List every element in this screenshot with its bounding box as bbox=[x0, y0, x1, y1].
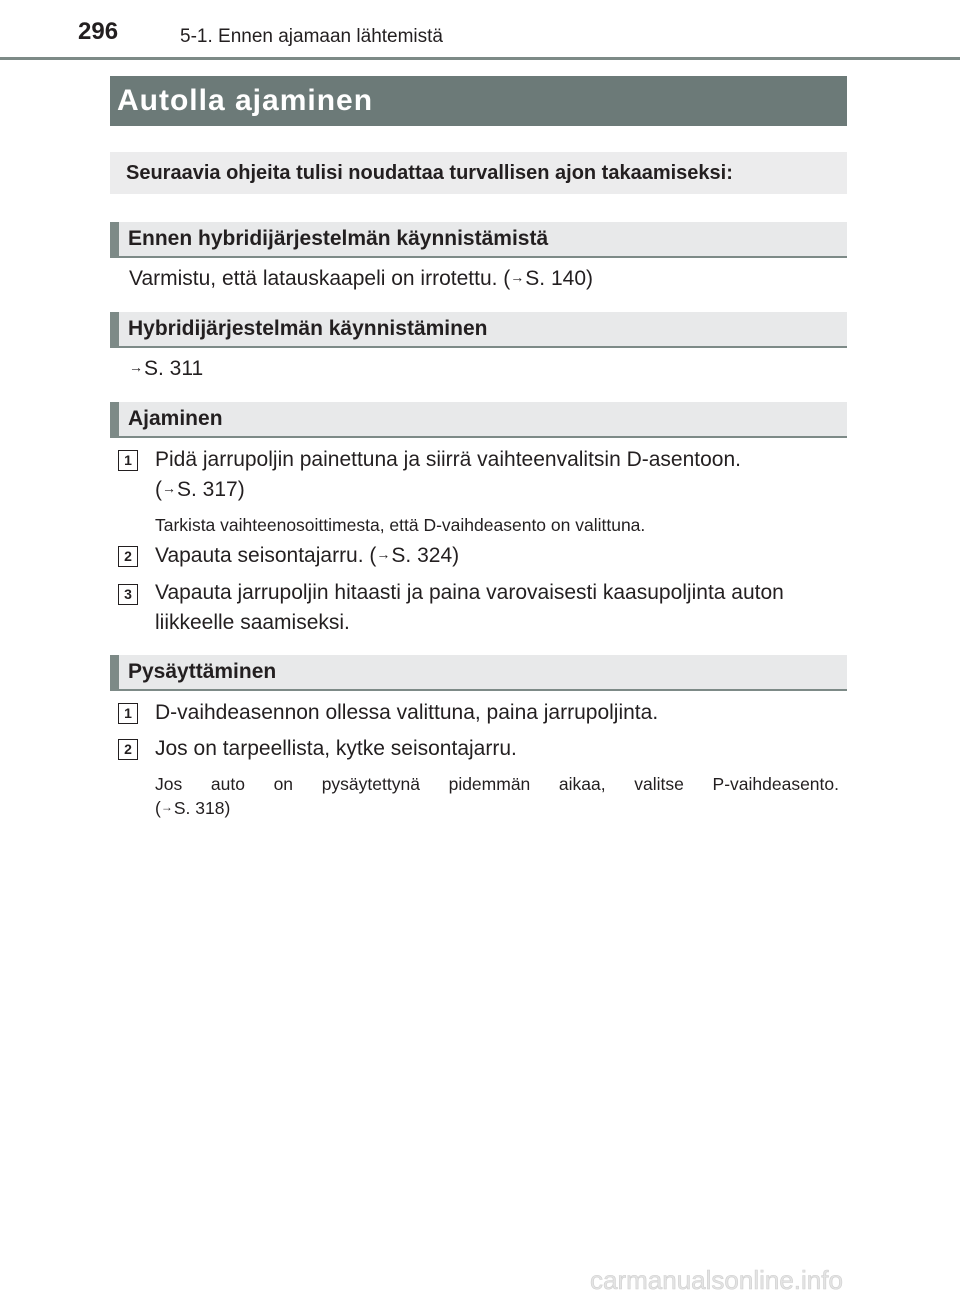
section-heading-before-start bbox=[110, 222, 847, 258]
step-text: Pidä jarrupoljin painettuna ja siirrä vaihteenvalitsin D-asentoon. (→S. 317) bbox=[155, 448, 742, 501]
page-title: Autolla ajaminen bbox=[117, 84, 374, 117]
step-note-reference: (→S. 318) bbox=[155, 796, 230, 822]
section-heading-label: Ennen hybridijärjestelmän käynnistämistä bbox=[128, 227, 549, 250]
step-number-badge: 2 bbox=[118, 546, 138, 567]
starting-reference bbox=[129, 354, 203, 385]
step-number-badge: 3 bbox=[118, 584, 138, 605]
section-heading-label: Hybridijärjestelmän käynnistäminen bbox=[128, 317, 488, 340]
page-reference-link[interactable]: S. 140 bbox=[525, 267, 587, 290]
arrow-right-icon: → bbox=[162, 480, 176, 496]
intro-text: Seuraavia ohjeita tulisi noudattaa turvallisen ajon takaamiseksi: bbox=[126, 161, 733, 184]
page-number: 296 bbox=[78, 18, 119, 45]
arrow-right-icon: → bbox=[376, 546, 391, 562]
page-reference-link[interactable]: S. 311 bbox=[144, 357, 204, 380]
step-text: D-vaihdeasennon ollessa valittuna, paina jarrupoljinta. bbox=[155, 701, 659, 724]
arrow-right-icon: → bbox=[510, 269, 525, 285]
step-number-badge: 1 bbox=[118, 703, 138, 724]
watermark-logo bbox=[590, 1262, 950, 1296]
section-heading-label: Ajaminen bbox=[128, 407, 223, 430]
page-reference-link[interactable]: S. 324 bbox=[391, 544, 453, 567]
page-title-bar bbox=[110, 76, 847, 126]
intro-box bbox=[110, 152, 847, 194]
page-reference-link[interactable]: S. 317 bbox=[177, 478, 238, 501]
chapter-title: 5-1. Ennen ajamaan lähtemistä bbox=[180, 26, 443, 47]
step-number-badge: 2 bbox=[118, 739, 138, 760]
section-heading-starting bbox=[110, 312, 847, 348]
step-text: Vapauta seisontajarru. (→S. 324) bbox=[155, 541, 459, 572]
page-reference-link[interactable]: S. 318 bbox=[173, 798, 225, 818]
arrow-right-icon: → bbox=[160, 800, 173, 814]
section-heading-label: Pysäyttäminen bbox=[128, 660, 277, 683]
svg-text:carmanualsonline.info: carmanualsonline.info bbox=[590, 1265, 843, 1295]
arrow-right-icon: → bbox=[129, 359, 143, 375]
section-heading-driving bbox=[110, 402, 847, 438]
step-number-badge: 1 bbox=[118, 450, 138, 471]
step-note: Tarkista vaihteenosoittimesta, että D-vaihdeasento on valittuna. bbox=[155, 515, 646, 535]
section-heading-stopping bbox=[110, 655, 847, 691]
step-text: Vapauta jarrupoljin hitaasti ja paina varovaisesti kaasupoljinta auton liikkeelle saamiseksi. bbox=[155, 581, 784, 634]
step-note: Jos auto on pysäytettynä pidemmän aikaa, valitse P-vaihdeasento. bbox=[155, 774, 839, 794]
cable-check-text: Varmistu, että latauskaapeli on irrotettu. (→S. 140) bbox=[129, 264, 593, 295]
step-text: Jos on tarpeellista, kytke seisontajarru. bbox=[155, 737, 517, 760]
header-divider bbox=[0, 57, 960, 60]
